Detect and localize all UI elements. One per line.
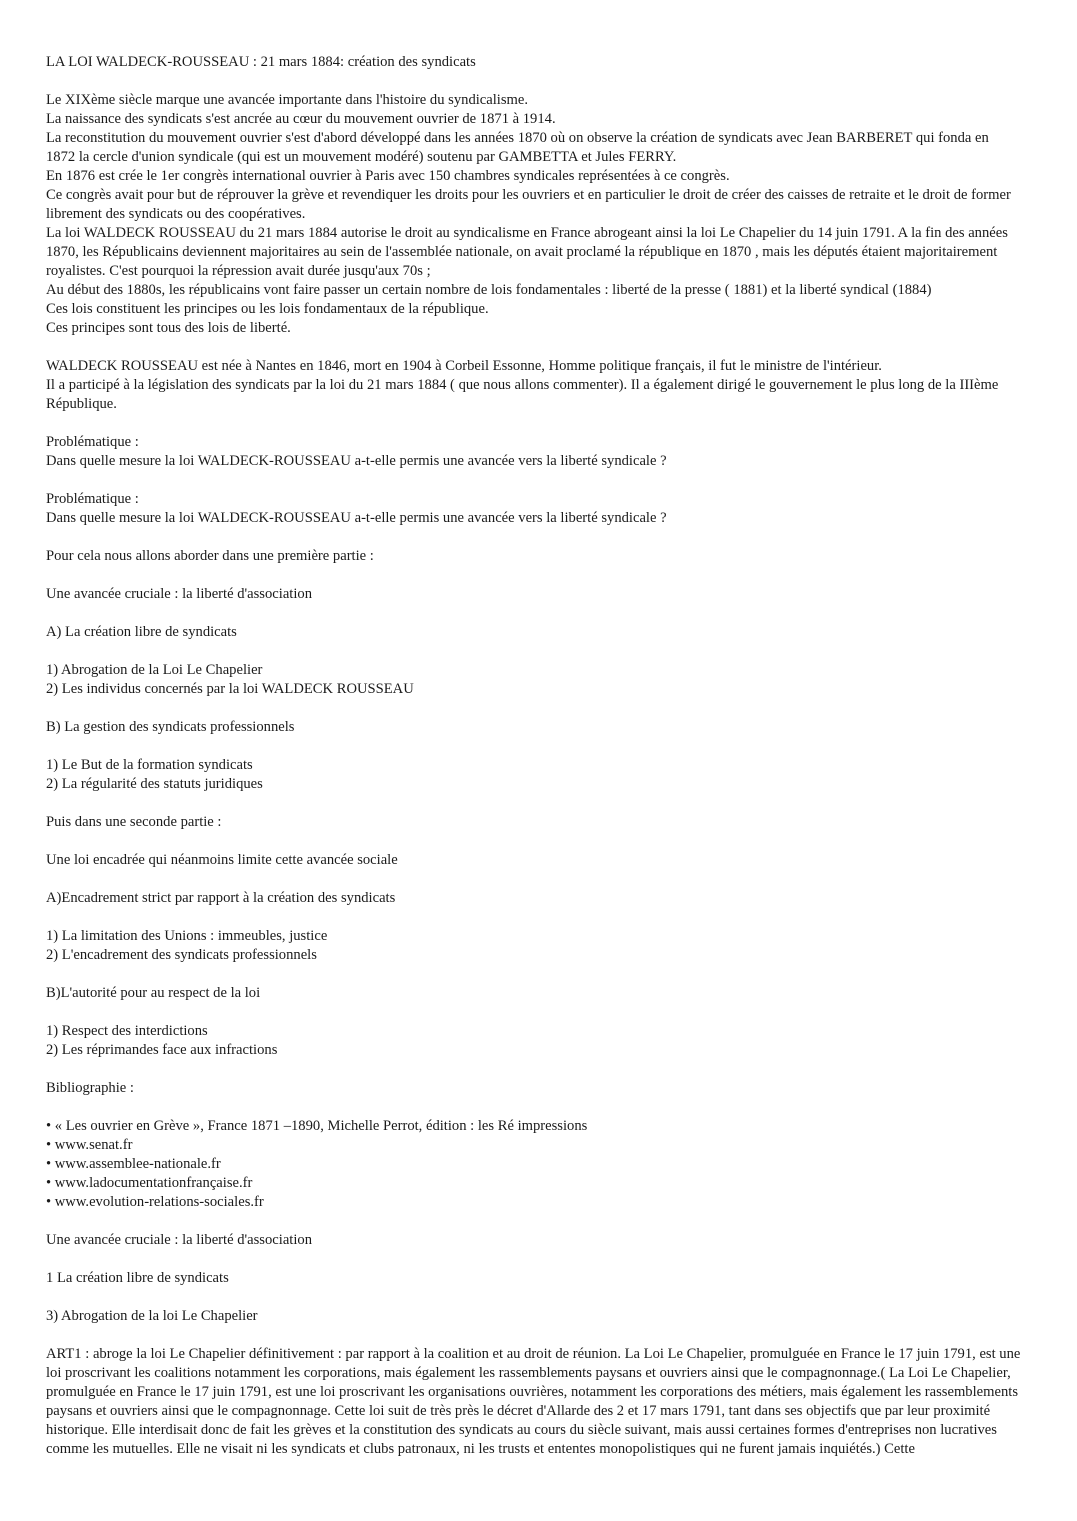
plan-part1-title <box>46 585 1021 604</box>
problematique-1 <box>46 433 1021 471</box>
plan-section-heading: B)L'autorité pour au respect de la loi <box>46 985 261 1001</box>
bibliography-item: • « Les ouvrier en Grève », France 1871 –1890, Michelle Perrot, édition : les Ré impressions <box>46 1118 588 1134</box>
intro-paragraph: Ce congrès avait pour but de réprouver la grève et revendiquer les droits pour les ouvriers et en particulier le droit de créer des caisses de retraite et le droit de former librement des syndicats ou des coopératives. <box>46 187 1011 222</box>
plan-intro-text: Pour cela nous allons aborder dans une première partie : <box>46 548 374 564</box>
bibliography-item: • www.ladocumentationfrançaise.fr <box>46 1175 253 1191</box>
plan-section-heading: A)Encadrement strict par rapport à la création des syndicats <box>46 890 396 906</box>
bibliography-heading-block <box>46 1079 1021 1098</box>
plan-part1-B-items <box>46 756 1021 794</box>
plan-section-heading: A) La création libre de syndicats <box>46 624 237 640</box>
intro-paragraph: Le XIXème siècle marque une avancée importante dans l'histoire du syndicalisme. <box>46 92 529 108</box>
bibliography-heading: Bibliographie : <box>46 1080 134 1096</box>
plan-part2-title <box>46 851 1021 870</box>
plan-item: 2) L'encadrement des syndicats professionnels <box>46 947 317 963</box>
intro-paragraph: La reconstitution du mouvement ouvrier s'est d'abord développé dans les années 1870 où on observe la création de syndicats avec Jean BARBERET qui fonda en 1872 la cercle d'union syndicale (qui est un mouvement modéré) soutenu par GAMBETTA et Jules FERRY. <box>46 130 989 165</box>
document-page <box>46 53 1021 1478</box>
development-part-title <box>46 1231 1021 1250</box>
plan-part1-B <box>46 718 1021 737</box>
plan-part2-A <box>46 889 1021 908</box>
problematique-question: Dans quelle mesure la loi WALDECK-ROUSSEAU a-t-elle permis une avancée vers la liberté syndicale ? <box>46 453 667 469</box>
plan-section-heading: B) La gestion des syndicats professionnels <box>46 719 295 735</box>
plan-part-heading: Une avancée cruciale : la liberté d'association <box>46 586 312 602</box>
plan-item: 1) Le But de la formation syndicats <box>46 757 253 773</box>
problematique-question: Dans quelle mesure la loi WALDECK-ROUSSEAU a-t-elle permis une avancée vers la liberté syndicale ? <box>46 510 667 526</box>
plan-part-heading: Une loi encadrée qui néanmoins limite cette avancée sociale <box>46 852 398 868</box>
plan-item: 2) Les réprimandes face aux infractions <box>46 1042 278 1058</box>
development-article1 <box>46 1345 1021 1459</box>
document-title: LA LOI WALDECK-ROUSSEAU : 21 mars 1884: création des syndicats <box>46 54 476 70</box>
plan-item: 1) Respect des interdictions <box>46 1023 208 1039</box>
bibliography-item: • www.assemblee-nationale.fr <box>46 1156 221 1172</box>
plan-part2-B <box>46 984 1021 1003</box>
plan-item: 2) La régularité des statuts juridiques <box>46 776 263 792</box>
plan-item: 1) Abrogation de la Loi Le Chapelier <box>46 662 263 678</box>
plan-part2-intro <box>46 813 1021 832</box>
article1-paragraph: ART1 : abroge la loi Le Chapelier définitivement : par rapport à la coalition et au droit de réunion. La Loi Le Chapelier, promulguée en France le 17 juin 1791, est une loi proscrivant les coalitions notamment les corporations, mais également les rassemblements paysans et ouvriers ainsi que le compagnonnage.( La Loi Le Chapelier, promulguée en France le 17 juin 1791, est une loi proscrivant les organisations ouvrières, notamment les corporations des métiers, mais également les rassemblements paysans et ouvriers ainsi que le compagnonnage. Cette loi suit de très près le décret d'Allarde des 2 et 17 mars 1791, tant dans ses objectifs que par leur proximité historique. Elle interdisait donc de fait les grèves et la constitution des syndicats au cours du siècle suivant, mais aussi certaines formes d'entreprises non lucratives comme les mutuelles. Elle ne visait ni les syndicats et clubs patronaux, ni les trusts et ententes monopolistiques qui ne furent jamais inquiétés.) Cette <box>46 1346 1021 1457</box>
document-title-block <box>46 53 1021 72</box>
development-section-title <box>46 1269 1021 1288</box>
plan-part1-intro <box>46 547 1021 566</box>
intro-paragraph: Ces principes sont tous des lois de liberté. <box>46 320 291 336</box>
plan-intro-text: Puis dans une seconde partie : <box>46 814 222 830</box>
plan-item: 2) Les individus concernés par la loi WALDECK ROUSSEAU <box>46 681 414 697</box>
plan-part1-A <box>46 623 1021 642</box>
intro-paragraph: Ces lois constituent les principes ou les lois fondamentaux de la république. <box>46 301 489 317</box>
intro-paragraph: En 1876 est crée le 1er congrès international ouvrier à Paris avec 150 chambres syndicales représentées à ce congrès. <box>46 168 730 184</box>
biography-paragraph: WALDECK ROUSSEAU est née à Nantes en 1846, mort en 1904 à Corbeil Essonne, Homme politique français, il fut le ministre de l'intérieur. <box>46 358 882 374</box>
problematique-label: Problématique : <box>46 434 139 450</box>
plan-item: 1) La limitation des Unions : immeubles, justice <box>46 928 328 944</box>
intro-paragraph: La naissance des syndicats s'est ancrée au cœur du mouvement ouvrier de 1871 à 1914. <box>46 111 556 127</box>
plan-part2-A-items <box>46 927 1021 965</box>
plan-part2-B-items <box>46 1022 1021 1060</box>
intro-paragraph: Au début des 1880s, les républicains vont faire passer un certain nombre de lois fondamentales : liberté de la presse ( 1881) et la liberté syndical (1884) <box>46 282 932 298</box>
bibliography-list <box>46 1117 1021 1212</box>
development-subsection-heading: 3) Abrogation de la loi Le Chapelier <box>46 1308 258 1324</box>
intro-section <box>46 91 1021 338</box>
bibliography-item: • www.senat.fr <box>46 1137 133 1153</box>
development-part-heading: Une avancée cruciale : la liberté d'association <box>46 1232 312 1248</box>
intro-paragraph: La loi WALDECK ROUSSEAU du 21 mars 1884 autorise le droit au syndicalisme en France abrogeant ainsi la loi Le Chapelier du 14 juin 1791. A la fin des années 1870, les Républicains deviennent majoritaires au sein de l'assemblée nationale, on avait proclamé la république en 1870 , mais les députés étaient majoritairement royalistes. C'est pourquoi la répression avait durée jusqu'aux 70s ; <box>46 225 1008 279</box>
development-section-heading: 1 La création libre de syndicats <box>46 1270 229 1286</box>
biography-paragraph: Il a participé à la législation des syndicats par la loi du 21 mars 1884 ( que nous allons commenter). Il a également dirigé le gouvernement le plus long de la IIIème République. <box>46 377 999 412</box>
problematique-2 <box>46 490 1021 528</box>
problematique-label: Problématique : <box>46 491 139 507</box>
bibliography-item: • www.evolution-relations-sociales.fr <box>46 1194 264 1210</box>
biography-section <box>46 357 1021 414</box>
development-subsection-title <box>46 1307 1021 1326</box>
plan-part1-A-items <box>46 661 1021 699</box>
